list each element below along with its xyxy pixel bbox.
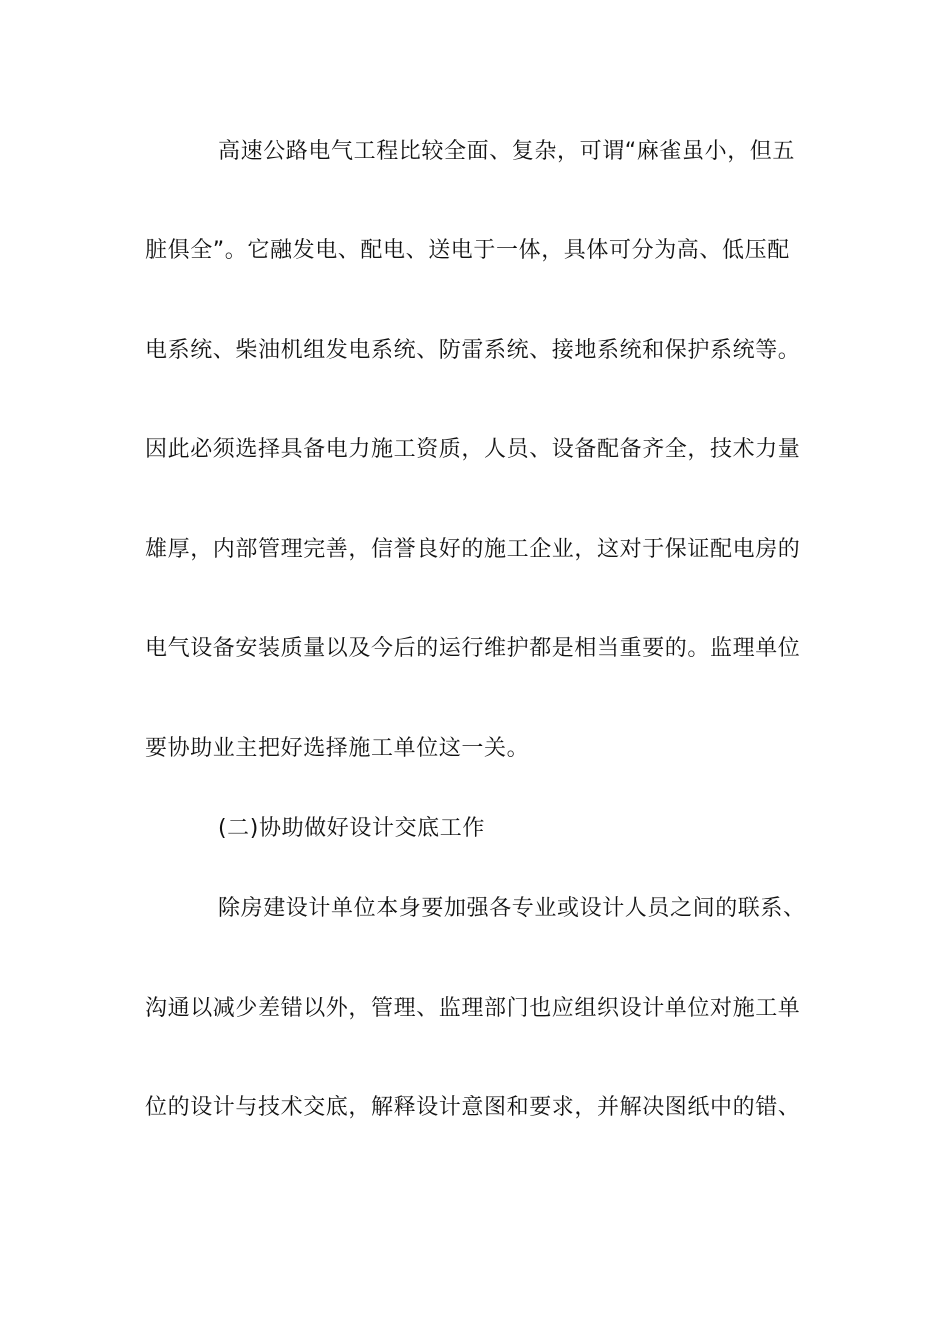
paragraph-1-line-4: 因此必须选择具备电力施工资质，人员、设备配备齐全，技术力量 — [145, 437, 801, 462]
paragraph-2-line-1: 除房建设计单位本身要加强各专业或设计人员之间的联系、 — [218, 896, 806, 921]
paragraph-1-line-7: 要协助业主把好选择施工单位这一关。 — [145, 736, 530, 761]
section-heading: (二)协助做好设计交底工作 — [218, 816, 485, 841]
paragraph-1-line-2: 脏俱全”。它融发电、配电、送电于一体，具体可分为高、低压配 — [145, 238, 790, 263]
paragraph-1-line-1: 高速公路电气工程比较全面、复杂，可谓“麻雀虽小，但五 — [218, 139, 795, 164]
paragraph-2-line-2: 沟通以减少差错以外，管理、监理部门也应组织设计单位对施工单 — [145, 996, 801, 1021]
paragraph-1-line-6: 电气设备安装质量以及今后的运行维护都是相当重要的。监理单位 — [145, 636, 801, 661]
paragraph-1-line-5: 雄厚，内部管理完善，信誉良好的施工企业，这对于保证配电房的 — [145, 537, 801, 562]
paragraph-2-line-3: 位的设计与技术交底，解释设计意图和要求，并解决图纸中的错、 — [145, 1095, 801, 1120]
paragraph-1-line-3: 电系统、柴油机组发电系统、防雷系统、接地系统和保护系统等。 — [145, 338, 801, 363]
